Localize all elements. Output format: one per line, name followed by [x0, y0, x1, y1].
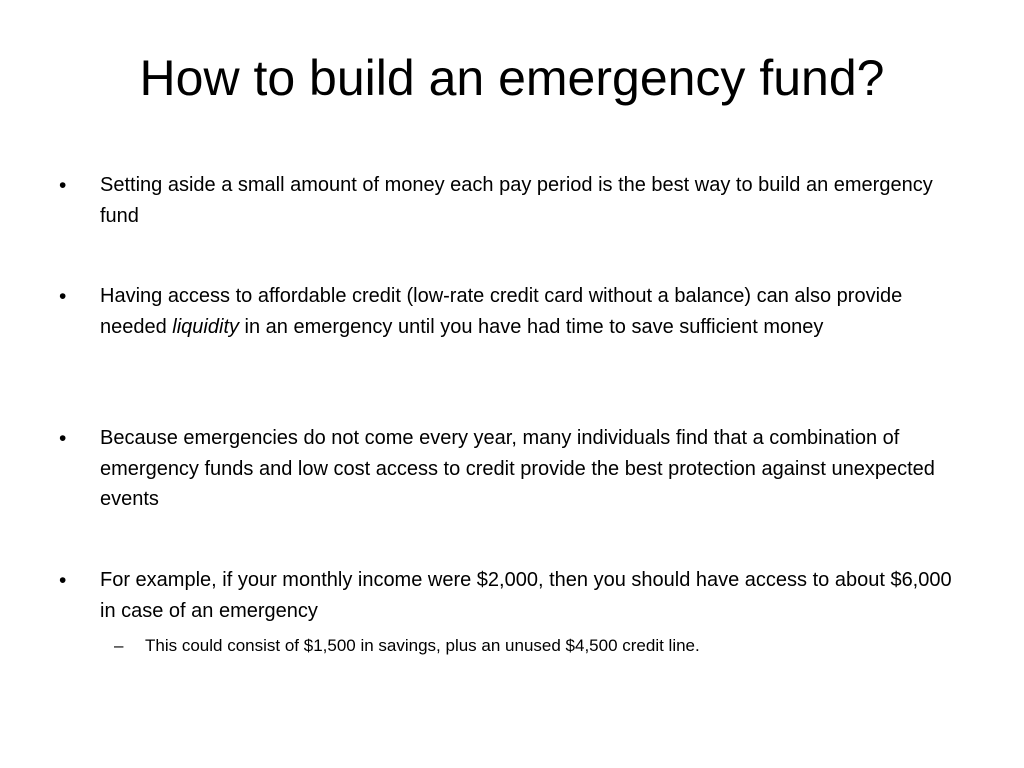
bullet-text: For example, if your monthly income were $2,000, then you should have access to about $6,000 in case of an emergency	[100, 569, 952, 622]
bullet-text-part: Having access to affordable credit (low-rate credit card without a balance) can also provide needed	[100, 285, 903, 338]
bullet-text	[100, 281, 970, 342]
bullet-marker: •	[59, 285, 67, 308]
bullet-text: Setting aside a small amount of money each pay period is the best way to build an emergency fund	[100, 174, 933, 227]
slide-title: How to build an emergency fund?	[139, 50, 885, 106]
bullet-text: Because emergencies do not come every year, many individuals find that a combination of emergency funds and low cost access to credit provide the best protection against unexpected events	[100, 427, 935, 510]
bullet-text-part: in an emergency until you have had time to save sufficient money	[239, 315, 824, 338]
bullet-marker: •	[59, 569, 67, 592]
sub-bullet-marker: –	[114, 636, 124, 655]
bullet-marker: •	[59, 427, 67, 450]
bullet-marker: •	[59, 174, 67, 197]
bullet-emphasis: liquidity	[172, 315, 239, 338]
sub-bullet-text: This could consist of $1,500 in savings, plus an unused $4,500 credit line.	[145, 636, 700, 655]
